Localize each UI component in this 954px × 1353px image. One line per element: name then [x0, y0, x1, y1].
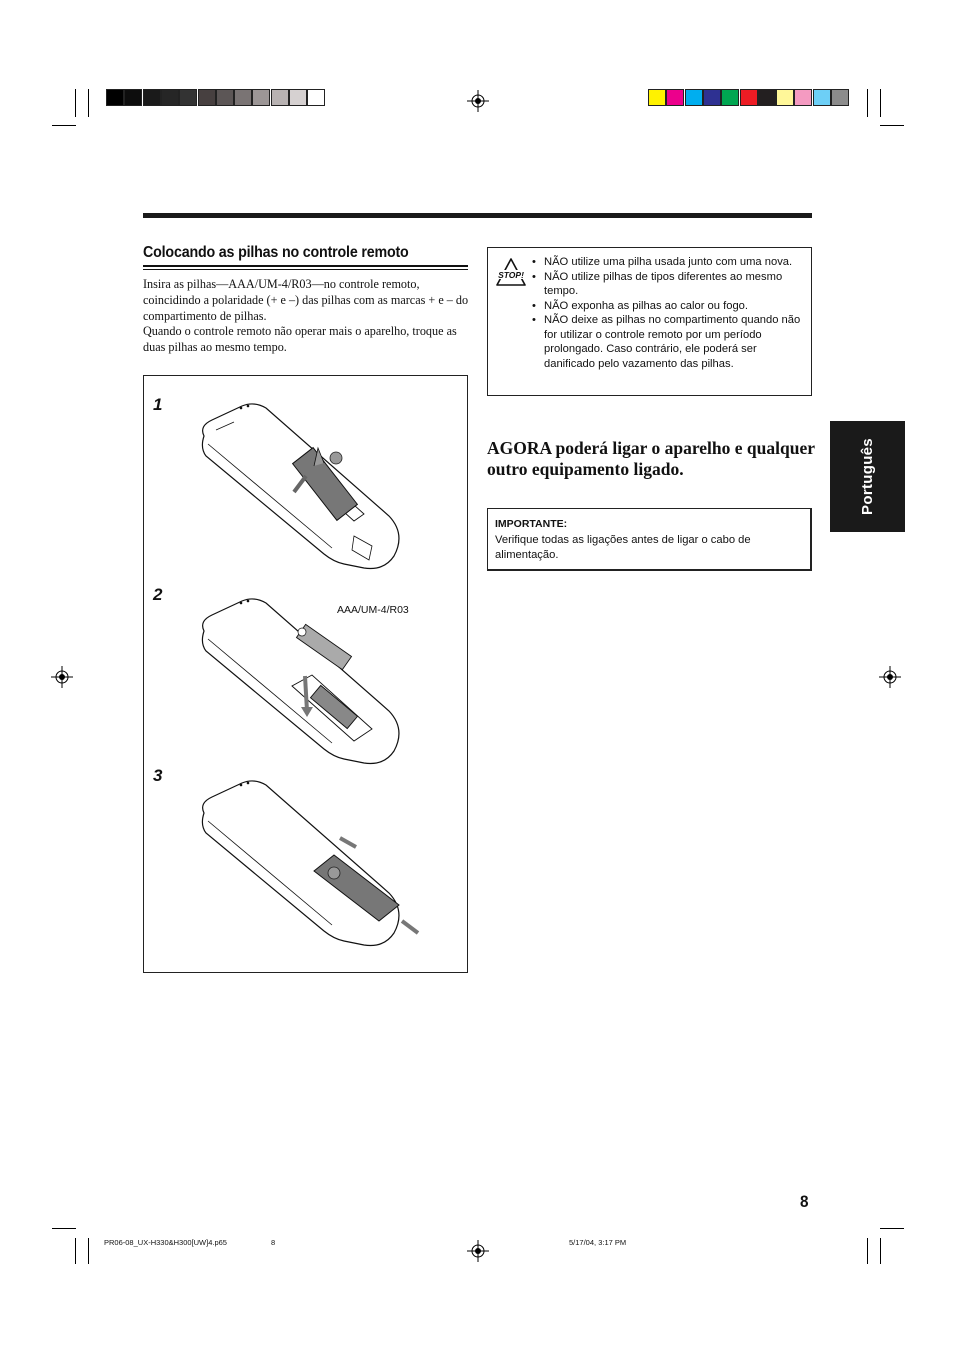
gray-swatch: [216, 89, 234, 106]
section-body: [143, 277, 470, 356]
color-swatch: [740, 89, 758, 106]
language-tab-label: Português: [859, 438, 876, 515]
color-swatch: [721, 89, 739, 106]
crop-mark: [52, 1228, 76, 1229]
color-swatch: [685, 89, 703, 106]
header-rule: [143, 213, 812, 218]
color-swatch: [794, 89, 812, 106]
gray-swatch: [271, 89, 289, 106]
registration-target-icon: [467, 1240, 489, 1262]
footer-page: 8: [271, 1238, 276, 1247]
stop-warning-icon: [495, 257, 527, 288]
gray-swatch: [161, 89, 179, 106]
important-text: Verifique todas as ligações antes de ligar o cabo de alimentação.: [495, 534, 751, 561]
battery-type-label: AAA/UM-4/R03: [337, 604, 409, 616]
crop-mark: [880, 125, 904, 126]
color-swatch: [648, 89, 666, 106]
stop-icon-text: STOP!: [498, 270, 524, 280]
crop-mark: [75, 1238, 76, 1264]
gray-swatch: [289, 89, 307, 106]
section-title-rule: [143, 269, 468, 270]
footer-filename: PR06-08_UX-H330&H300[UW]4.p65: [104, 1238, 227, 1247]
step-number: 3: [153, 766, 163, 785]
caution-list: [532, 255, 804, 371]
step-number: 2: [153, 585, 163, 604]
color-swatch: [666, 89, 684, 106]
color-swatch: [831, 89, 849, 106]
gray-swatch: [143, 89, 161, 106]
gray-swatch: [252, 89, 270, 106]
remote-illustration-step3: [194, 773, 424, 953]
battery-figure: [143, 375, 468, 973]
gray-swatch: [198, 89, 216, 106]
instruction-paragraph: Quando o controle remoto não operar mais o aparelho, troque as duas pilhas ao mesmo tempo.: [143, 324, 457, 355]
crop-mark: [880, 89, 881, 117]
crop-mark: [867, 89, 868, 117]
registration-target-icon: [879, 666, 901, 688]
caution-box: [487, 247, 812, 396]
remote-illustration-step2: [194, 591, 414, 771]
gray-swatch: [179, 89, 197, 106]
footer-timestamp: 5/17/04, 3:17 PM: [569, 1238, 627, 1247]
step-number: 1: [153, 395, 163, 414]
registration-target-icon: [51, 666, 73, 688]
crop-mark: [880, 1238, 881, 1264]
section-title-rule: [143, 265, 468, 267]
instruction-paragraph: Insira as pilhas—AAA/UM-4/R03—no controle remoto, coincidindo a polaridade (+ e –) das pilhas com as marcas + e – do compartimento de pilhas.: [143, 277, 469, 323]
language-tab: [830, 421, 905, 532]
caution-item: • NÃO utilize uma pilha usada junto com uma nova.: [532, 255, 804, 270]
headline: AGORA poderá ligar o aparelho e qualquer outro equipamento ligado.: [487, 438, 815, 479]
caution-item: • NÃO utilize pilhas de tipos diferentes ao mesmo tempo.: [532, 270, 804, 299]
caution-item: • NÃO exponha as pilhas ao calor ou fogo.: [532, 299, 804, 314]
remote-illustration-step1: [194, 396, 414, 576]
gray-swatch: [106, 89, 124, 106]
crop-mark: [75, 89, 76, 117]
crop-mark: [880, 1228, 904, 1229]
important-box: [487, 508, 812, 571]
color-swatch: [758, 89, 776, 106]
gray-swatch: [307, 89, 325, 106]
caution-item: • NÃO deixe as pilhas no compartimento quando não for utilizar o controle remoto por um período prolongado. Caso contrário, ele poderá ser danificado pelo vazamento das pilhas.: [532, 313, 804, 371]
color-swatch: [776, 89, 794, 106]
important-label: IMPORTANTE:: [495, 518, 568, 530]
crop-mark: [867, 1238, 868, 1264]
color-swatch: [813, 89, 831, 106]
crop-mark: [88, 1238, 89, 1264]
registration-target-icon: [467, 90, 489, 112]
section-title: Colocando as pilhas no controle remoto: [143, 244, 409, 261]
crop-mark: [52, 125, 76, 126]
color-swatch: [703, 89, 721, 106]
gray-swatch: [234, 89, 252, 106]
page-number: 8: [800, 1192, 809, 1211]
crop-mark: [88, 89, 89, 117]
gray-swatch: [124, 89, 142, 106]
